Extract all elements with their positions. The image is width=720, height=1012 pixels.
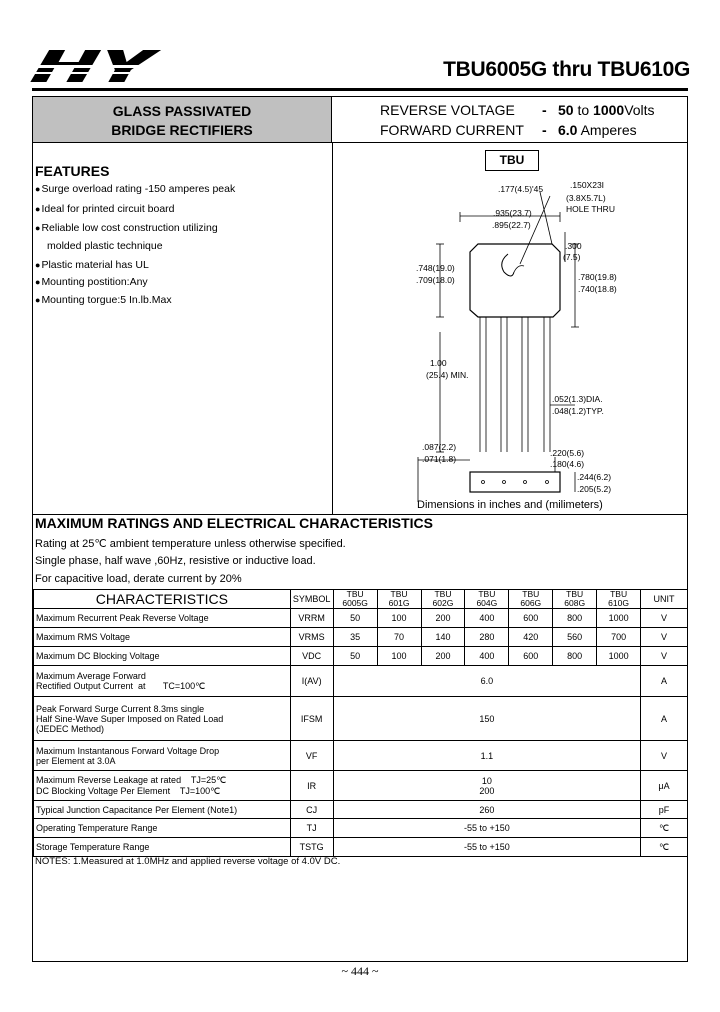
forward-current-dash: - bbox=[542, 122, 547, 138]
table-header-row bbox=[34, 590, 688, 609]
bullet-icon: ● bbox=[35, 277, 41, 287]
feature-item: ●Mounting torgue:5 In.lb.Max bbox=[35, 294, 172, 306]
bullet-icon: ● bbox=[35, 260, 41, 270]
dimensions-note: Dimensions in inches and (milimeters) bbox=[417, 499, 603, 511]
header-part: TBU 601G bbox=[377, 590, 421, 609]
document-title: TBU6005G thru TBU610G bbox=[443, 58, 690, 81]
bullet-icon: ● bbox=[35, 223, 41, 233]
ratings-title: MAXIMUM RATINGS AND ELECTRICAL CHARACTERISTICS bbox=[35, 515, 433, 531]
product-type-line1: GLASS PASSIVATED bbox=[112, 103, 252, 119]
header-part: TBU 602G bbox=[421, 590, 465, 609]
column-divider bbox=[332, 143, 333, 514]
dim-lead-dia-1: .052(1.3)DIA. bbox=[552, 394, 603, 404]
dim-width-max: .935(23.7) bbox=[493, 208, 532, 218]
table-row: Maximum Recurrent Peak Reverse Voltage VRRM 50 100 200 400 600 800 1000 V bbox=[34, 609, 688, 628]
header-unit: UNIT bbox=[641, 590, 688, 609]
feature-item: ●Plastic material has UL bbox=[35, 259, 149, 271]
dim-thickness-1: .244(6.2) bbox=[577, 472, 612, 482]
table-row: Maximum Instantanous Forward Voltage Drop per Element at 3.0A VF 1.1 V bbox=[34, 741, 688, 771]
dim-thickness-2: .205(5.2) bbox=[577, 484, 612, 494]
header-part: TBU 606G bbox=[509, 590, 553, 609]
forward-current-label: FORWARD CURRENT bbox=[380, 122, 524, 138]
reverse-voltage-to: to bbox=[573, 102, 594, 118]
bullet-icon: ● bbox=[35, 184, 41, 194]
header-part: TBU 610G bbox=[597, 590, 641, 609]
table-row: Maximum Average Forward Rectified Output Current at TC=100℃ I(AV) 6.0 A bbox=[34, 666, 688, 697]
reverse-voltage-min: 50 bbox=[558, 102, 574, 118]
forward-current-unit: Amperes bbox=[577, 122, 637, 138]
bullet-icon: ● bbox=[35, 295, 41, 305]
dim-height-right-max: .780(19.8) bbox=[578, 272, 617, 282]
dim-lead-length-2: (25.4) MIN. bbox=[426, 370, 469, 380]
header-characteristics: CHARACTERISTICS bbox=[34, 590, 291, 609]
table-row: Peak Forward Surge Current 8.3ms single Half Sine-Wave Super Imposed on Rated Load (JEDEC Method) IFSM 150 A bbox=[34, 697, 688, 741]
condition-line-2: Single phase, half wave ,60Hz, resistive or inductive load. bbox=[35, 555, 316, 567]
dim-hole-3: HOLE THRU bbox=[566, 204, 615, 214]
feature-item: ●Reliable low cost construction utilizing bbox=[35, 222, 218, 234]
notes: NOTES: 1.Measured at 1.0MHz and applied reverse voltage of 4.0V DC. bbox=[35, 856, 341, 867]
table-row: Typical Junction Capacitance Per Element (Note1) CJ 260 pF bbox=[34, 801, 688, 819]
dim-height-left-min: .709(18.0) bbox=[416, 275, 455, 285]
dim-chamfer: .177(4.5)'45 bbox=[498, 184, 544, 194]
dim-lead-dia-2: .048(1.2)TYP. bbox=[552, 406, 604, 416]
table-row: Maximum DC Blocking Voltage VDC 50 100 200 400 600 800 1000 V bbox=[34, 647, 688, 666]
package-label: TBU bbox=[485, 150, 539, 171]
table-row: Operating Temperature Range TJ -55 to +150 ℃ bbox=[34, 819, 688, 838]
bullet-icon: ● bbox=[35, 204, 41, 214]
dim-pitch-1: .087(2.2) bbox=[422, 442, 457, 452]
feature-item: ●Ideal for printed circuit board bbox=[35, 203, 175, 215]
header-part: TBU 604G bbox=[465, 590, 509, 609]
table-row: Maximum RMS Voltage VRMS 35 70 140 280 420 560 700 V bbox=[34, 628, 688, 647]
dim-tab-2: (7.5) bbox=[563, 252, 581, 262]
table-row: Storage Temperature Range TSTG -55 to +150 ℃ bbox=[34, 838, 688, 857]
dim-tab-1: .300 bbox=[565, 241, 582, 251]
feature-item-continued: molded plastic technique bbox=[47, 240, 163, 252]
forward-current-value: 6.0 bbox=[558, 122, 578, 138]
feature-item: ●Surge overload rating -150 amperes peak bbox=[35, 183, 236, 195]
characteristics-table bbox=[33, 589, 688, 857]
reverse-voltage-unit: Volts bbox=[624, 102, 655, 118]
dim-hole-2: (3.8X5.7L) bbox=[566, 193, 606, 203]
package-outline-diagram bbox=[400, 172, 685, 502]
header-rule bbox=[32, 88, 688, 91]
reverse-voltage-row bbox=[380, 102, 655, 118]
dim-width-min: .895(22.7) bbox=[492, 220, 531, 230]
reverse-voltage-max: 1000 bbox=[593, 102, 625, 118]
reverse-voltage-label: REVERSE VOLTAGE bbox=[380, 102, 515, 118]
forward-current-row bbox=[380, 122, 637, 138]
dim-spacing-1: .220(5.6) bbox=[550, 448, 585, 458]
dim-height-left-max: .748(19.0) bbox=[416, 263, 455, 273]
feature-item: ●Mounting postition:Any bbox=[35, 276, 148, 288]
page-number: ~ 444 ~ bbox=[341, 964, 379, 978]
ratings-summary-box bbox=[332, 97, 687, 143]
dim-pitch-2: .071(1.8) bbox=[422, 454, 457, 464]
condition-line-3: For capacitive load, derate current by 20% bbox=[35, 573, 242, 585]
reverse-voltage-dash: - bbox=[542, 102, 547, 118]
dim-hole-1: .150X23I bbox=[570, 180, 605, 190]
features-title: FEATURES bbox=[35, 163, 110, 179]
product-type-box bbox=[33, 97, 332, 143]
header-part: TBU 6005G bbox=[333, 590, 377, 609]
header-part: TBU 608G bbox=[553, 590, 597, 609]
dim-spacing-2: .180(4.6) bbox=[550, 459, 585, 469]
table-row: Maximum Reverse Leakage at rated TJ=25℃ DC Blocking Voltage Per Element TJ=100℃ IR 10 200 μA bbox=[34, 771, 688, 801]
dim-height-right-min: .740(18.8) bbox=[578, 284, 617, 294]
header-symbol: SYMBOL bbox=[290, 590, 333, 609]
product-type-line2: BRIDGE RECTIFIERS bbox=[111, 122, 253, 138]
condition-line-1: Rating at 25℃ ambient temperature unless otherwise specified. bbox=[35, 538, 346, 550]
company-logo bbox=[30, 46, 170, 86]
dim-lead-length-1: 1.00 bbox=[430, 358, 447, 368]
